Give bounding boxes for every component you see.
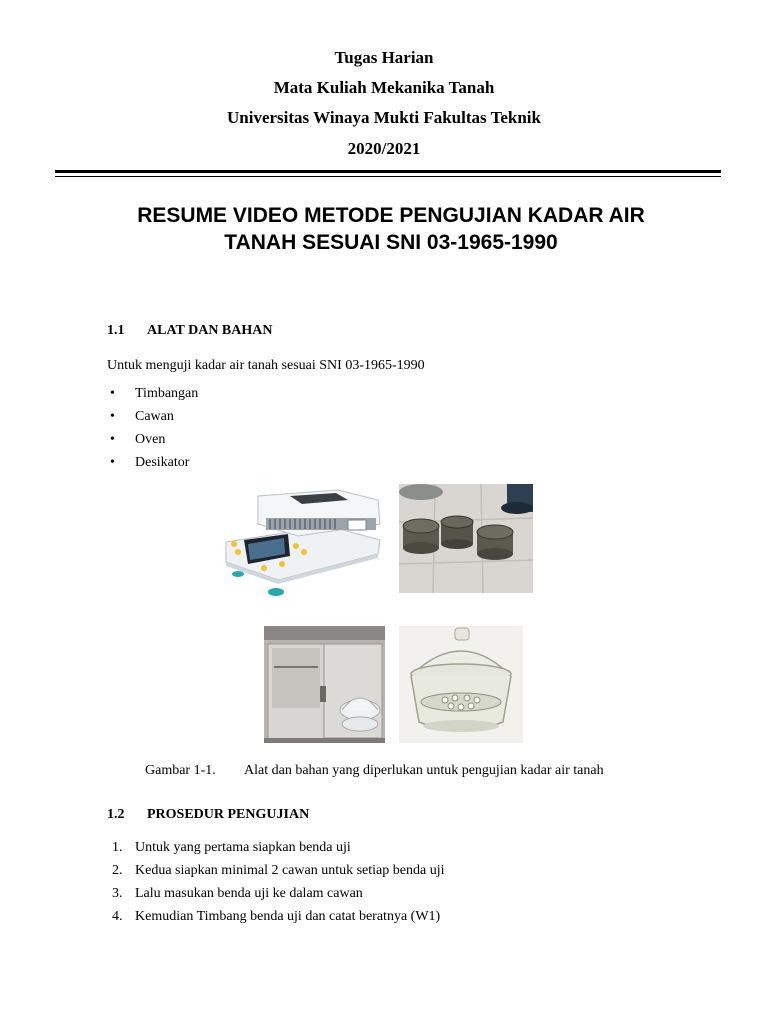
header-course-name: Mata Kuliah Mekanika Tanah	[273, 78, 495, 97]
document-title	[0, 202, 768, 256]
list-item-text: Kedua siapkan minimal 2 cawan untuk setiap benda uji	[135, 863, 445, 878]
section-heading-prosedur-pengujian	[107, 807, 309, 823]
list-item-text: Lalu masukan benda uji ke dalam cawan	[135, 886, 363, 901]
section-intro: Untuk menguji kadar air tanah sesuai SNI 03-1965-1990	[107, 358, 425, 373]
figure-caption	[145, 763, 604, 779]
list-item-text: Cawan	[135, 409, 174, 424]
list-item-text: Untuk yang pertama siapkan benda uji	[135, 840, 351, 855]
section-number: 1.2	[107, 807, 125, 822]
list-item-text: Kemudian Timbang benda uji dan catat beratnya (W1)	[135, 909, 441, 924]
list-item-number: 2.	[112, 863, 123, 878]
cawan-image	[399, 484, 533, 593]
bullet-icon: •	[110, 386, 115, 401]
section-heading-alat-dan-bahan	[107, 323, 273, 339]
header-year: 2020/2021	[347, 139, 421, 158]
section-title: PROSEDUR PENGUJIAN	[147, 807, 310, 822]
bullet-icon: •	[110, 432, 115, 447]
figure-text: Alat dan bahan yang diperlukan untuk pengujian kadar air tanah	[244, 763, 604, 778]
list-item-text: Oven	[135, 432, 166, 447]
section-number: 1.1	[107, 323, 125, 338]
header-university: Universitas Winaya Mukti Fakultas Teknik	[227, 108, 541, 127]
list-item-number: 3.	[112, 886, 123, 901]
figure-label: Gambar 1-1.	[145, 763, 216, 778]
scale-image	[218, 484, 384, 598]
bullet-icon: •	[110, 455, 115, 470]
section-title: ALAT DAN BAHAN	[147, 323, 273, 338]
header-divider-thin	[55, 176, 721, 177]
title-line-2: TANAH SESUAI SNI 03-1965-1990	[224, 231, 558, 254]
header-divider-thick	[55, 170, 721, 173]
list-item-text: Desikator	[135, 455, 190, 470]
bullet-icon: •	[110, 409, 115, 424]
list-item-number: 4.	[112, 909, 123, 924]
list-item-text: Timbangan	[135, 386, 199, 401]
desikator-image	[399, 626, 523, 743]
title-line-1: RESUME VIDEO METODE PENGUJIAN KADAR AIR	[137, 204, 645, 227]
oven-image	[264, 626, 385, 743]
list-item-number: 1.	[112, 840, 123, 855]
header-course-type: Tugas Harian	[334, 48, 434, 67]
